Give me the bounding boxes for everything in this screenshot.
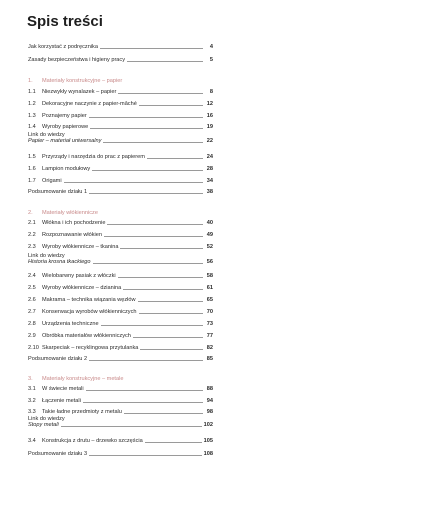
entry-label: Podsumowanie działu 1 [28,189,88,195]
toc-entry[interactable] [28,434,213,445]
leader-line [61,426,202,427]
leader-line [103,142,203,143]
section-title: Materiały konstrukcyjne – papier [42,78,123,84]
leader-line [120,248,203,249]
page-number: 8 [209,89,213,95]
entry-label: Wyroby włókiennicze – tkanina [42,244,119,250]
toc-entry[interactable] [28,216,213,227]
link-entry[interactable] [28,132,213,145]
toc-entry[interactable] [28,150,213,161]
link-title: Stopy metali [28,422,59,429]
toc-entry[interactable] [28,269,213,280]
entry-number: 3.3 [28,409,36,415]
leader-line [127,61,203,62]
entry-label: Włókna i ich pochodzenie [42,220,106,226]
section-heading[interactable] [28,74,213,85]
toc-entry[interactable] [28,329,213,340]
page-number: 38 [206,189,213,195]
entry-number: 2.2 [28,232,36,238]
entry-number: 1.4 [28,124,36,130]
leader-line [118,93,203,94]
entry-number: 1.5 [28,154,36,160]
toc-entry[interactable] [28,305,213,316]
entry-label: Podsumowanie działu 3 [28,451,88,457]
page-number: 58 [206,273,213,279]
summary-entry[interactable] [28,185,213,196]
page-number: 77 [206,333,213,339]
entry-number: 3.4 [28,438,36,444]
entry-label: Niezwykły wynalazek – papier [42,89,117,95]
section-title: Materiały konstrukcyjne – metale [42,376,124,382]
page-number: 24 [206,154,213,160]
leader-line [139,105,203,106]
toc-entry[interactable] [28,174,213,185]
entry-number: 2.6 [28,297,36,303]
page-number: 28 [206,166,213,172]
toc-entry[interactable] [28,228,213,239]
page-number: 61 [206,285,213,291]
entry-label: W świecie metali [42,386,84,392]
leader-line [140,349,203,350]
leader-line [93,263,204,264]
leader-line [89,193,203,194]
page-number: 40 [206,220,213,226]
toc-entry[interactable] [28,394,213,405]
entry-number: 2.1 [28,220,36,226]
leader-line [107,224,203,225]
entry-number: 2.10 [28,345,39,351]
entry-label: Dekoracyjne naczynie z papier-mâché [42,101,137,107]
leader-line [147,158,203,159]
entry-label: Łączenie metali [42,398,81,404]
link-title: Papier – materiał uniwersalny [28,138,102,145]
entry-label: Zasady bezpieczeństwa i higieny pracy [28,57,126,63]
leader-line [118,277,203,278]
summary-entry[interactable] [28,352,213,363]
link-entry[interactable] [28,253,213,266]
toc-entry[interactable] [28,281,213,292]
page-number: 94 [206,398,213,404]
leader-line [145,442,202,443]
page-number: 22 [206,138,213,145]
leader-line [133,337,203,338]
entry-number: 3.1 [28,386,36,392]
entry-label: Konstrukcja z drutu – drzewko szczęścia [42,438,143,444]
leader-line [100,48,203,49]
entry-number: 1.2 [28,101,36,107]
page-number: 56 [206,259,213,266]
link-heading: Link do wiedzy [28,416,65,422]
intro-entry[interactable] [28,40,213,51]
leader-line [89,455,202,456]
toc-entry[interactable] [28,97,213,108]
entry-number: 1.1 [28,89,36,95]
entry-label: Urządzenia techniczne [42,321,99,327]
page-number: 88 [206,386,213,392]
page-title: Spis treści [27,13,103,30]
entry-number: 1.7 [28,178,36,184]
entry-label: Wyroby papierowe [42,124,89,130]
page-number: 52 [206,244,213,250]
leader-line [83,402,203,403]
toc-entry[interactable] [28,109,213,120]
entry-number: 2.9 [28,333,36,339]
page-number: 65 [206,297,213,303]
page-number: 98 [206,409,213,415]
page-number: 34 [206,178,213,184]
leader-line [123,289,203,290]
summary-entry[interactable] [28,447,213,458]
leader-line [138,301,203,302]
leader-line [90,128,203,129]
leader-line [101,325,203,326]
link-heading: Link do wiedzy [28,253,65,259]
page-number: 108 [203,451,213,457]
section-number: 3. [28,376,33,382]
leader-line [92,170,203,171]
intro-entry[interactable] [28,53,213,64]
entry-number: 2.4 [28,273,36,279]
page-number: 102 [203,422,213,429]
toc-entry[interactable] [28,382,213,393]
toc-entry[interactable] [28,405,213,416]
toc-entry[interactable] [28,317,213,328]
toc-entry[interactable] [28,293,213,304]
entry-label: Makrama – technika wiązania węzłów [42,297,136,303]
entry-label: Jak korzystać z podręcznika [28,44,98,50]
entry-label: Przyrządy i narzędzia do prac z papierem [42,154,145,160]
entry-number: 1.3 [28,113,36,119]
page-number: 16 [206,113,213,119]
link-entry[interactable] [28,416,213,429]
entry-label: Takie ładne przedmioty z metalu [42,409,122,415]
leader-line [104,236,203,237]
page-number: 82 [206,345,213,351]
entry-label: Poznajemy papier [42,113,87,119]
leader-line [124,413,203,414]
entry-number: 2.8 [28,321,36,327]
entry-label: Wielobarwny pasiak z włóczki [42,273,116,279]
leader-line [139,313,203,314]
entry-number: 3.2 [28,398,36,404]
entry-number: 1.6 [28,166,36,172]
section-title: Materiały włókiennicze [42,210,98,216]
link-title: Historia krosna tkackiego [28,259,91,266]
entry-label: Konserwacja wyrobów włókienniczych [42,309,137,315]
entry-label: Skarpeciak – recyklingowa przytulanka [42,345,139,351]
link-heading: Link do wiedzy [28,132,65,138]
page-number: 49 [206,232,213,238]
toc-entry[interactable] [28,120,213,131]
toc-entry[interactable] [28,162,213,173]
entry-label: Podsumowanie działu 2 [28,356,88,362]
page-number: 12 [206,101,213,107]
page-number: 5 [209,57,213,63]
entry-label: Origami [42,178,62,184]
page-number: 73 [206,321,213,327]
leader-line [89,117,203,118]
page-number: 70 [206,309,213,315]
entry-number: 2.3 [28,244,36,250]
toc-entry[interactable] [28,341,213,352]
entry-label: Rozpoznawanie włókien [42,232,103,238]
leader-line [86,390,203,391]
page-number: 105 [203,438,213,444]
entry-label: Wyroby włókiennicze – dzianina [42,285,122,291]
section-number: 1. [28,78,33,84]
page-number: 19 [206,124,213,130]
toc-entry[interactable] [28,240,213,251]
toc-entry[interactable] [28,85,213,96]
entry-number: 2.5 [28,285,36,291]
section-number: 2. [28,210,33,216]
entry-label: Lampion modułowy [42,166,91,172]
leader-line [64,182,203,183]
page-number: 85 [206,356,213,362]
entry-number: 2.7 [28,309,36,315]
leader-line [89,360,203,361]
page-number: 4 [209,44,213,50]
entry-label: Obróbka materiałów włókienniczych [42,333,131,339]
